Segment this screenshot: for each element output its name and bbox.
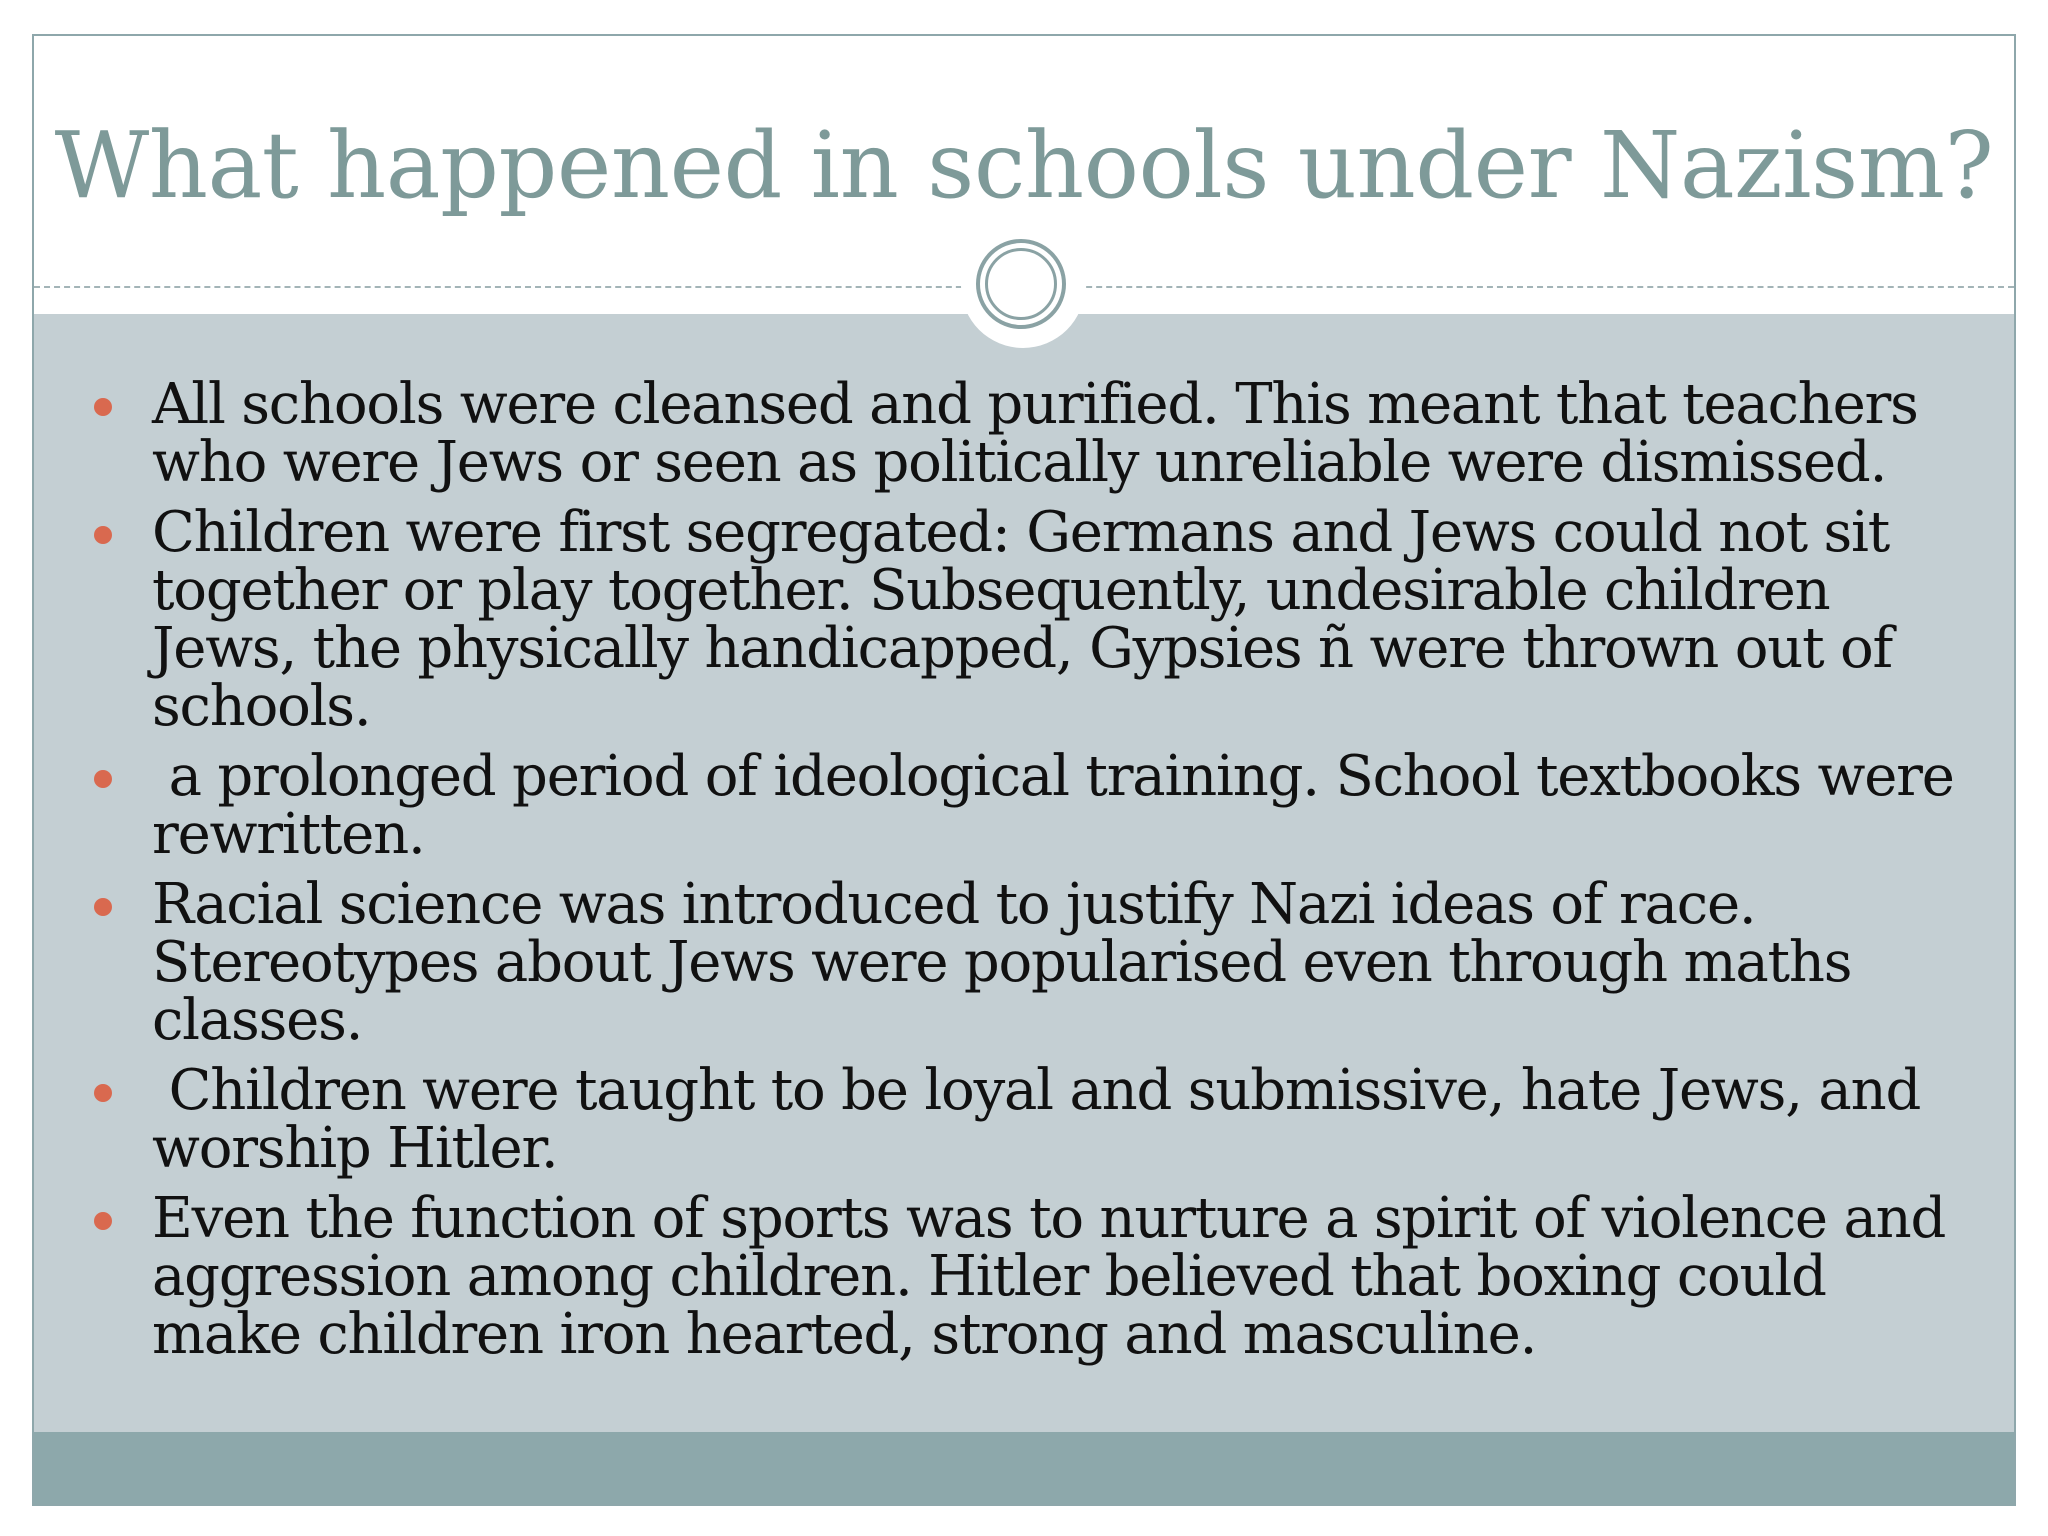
footer-band xyxy=(34,1432,2014,1504)
bullet-item xyxy=(34,872,2014,1053)
bullet-dot-icon xyxy=(94,526,112,544)
bullet-text: Children were taught to be loyal and submissive, hate Jews, and worship Hitler. xyxy=(152,1058,1937,1181)
slide xyxy=(32,34,2016,1506)
bullet-item xyxy=(34,744,2014,867)
bullet-item xyxy=(34,500,2014,739)
slide-title: What happened in schools under Nazism? xyxy=(54,112,1994,219)
bullet-dot-icon xyxy=(94,1084,112,1102)
circle-ornament-icon xyxy=(961,224,1085,348)
ornament-inner-ring xyxy=(985,248,1057,320)
bullet-text: Children were first segregated: Germans and Jews could not sit together or play together. Subsequently, undesirable children Jews, the physically handicapped, Gypsies ñ were thrown out of schools. xyxy=(152,500,1893,739)
bullet-text: Racial science was introduced to justify Nazi ideas of race. Stereotypes about Jews were popularised even through maths classes. xyxy=(152,872,1852,1053)
bullet-text: All schools were cleansed and purified. This meant that teachers who were Jews or seen as politically unreliable were dismissed. xyxy=(152,372,1918,495)
bullet-item xyxy=(34,1058,2014,1181)
bullet-item xyxy=(34,1186,2014,1367)
bullet-list xyxy=(34,372,2014,1376)
bullet-dot-icon xyxy=(94,398,112,416)
bullet-text: a prolonged period of ideological training. School textbooks were rewritten. xyxy=(152,744,1971,867)
bullet-dot-icon xyxy=(94,1212,112,1230)
bullet-dot-icon xyxy=(94,898,112,916)
bullet-text: Even the function of sports was to nurture a spirit of violence and aggression among children. Hitler believed that boxing could make children iron hearted, strong and masculine. xyxy=(152,1186,1946,1367)
bullet-dot-icon xyxy=(94,770,112,788)
bullet-item xyxy=(34,372,2014,495)
